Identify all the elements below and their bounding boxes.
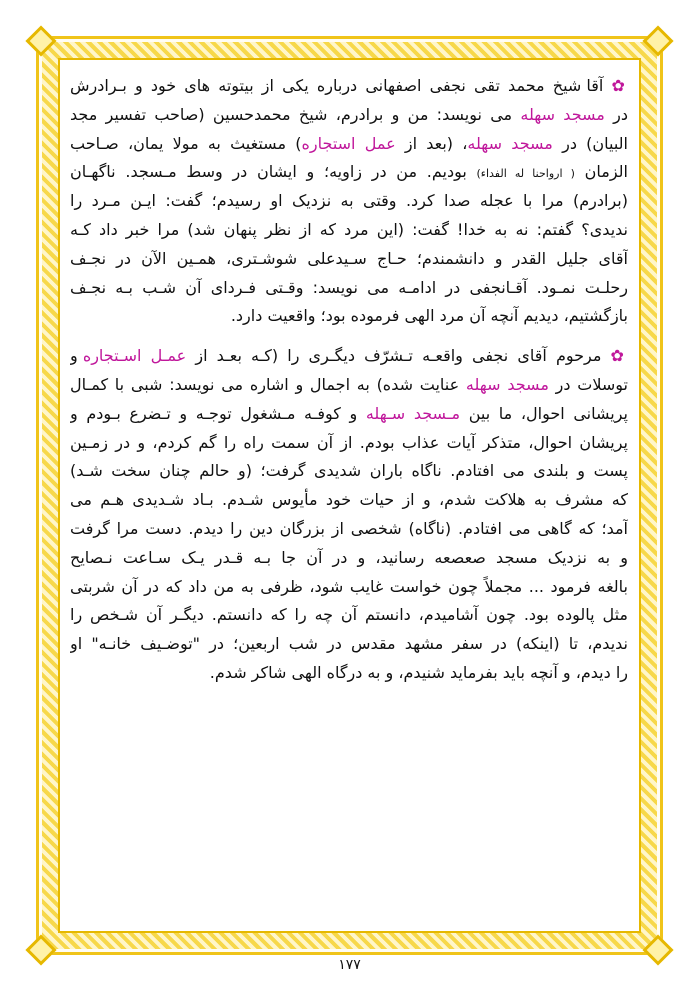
rose-flower-icon: ✿ — [610, 346, 628, 366]
text-segment: و به نزدیک مسجد صعصعه رسانید، و در آن جا بـه قـدر یـک سـاعت نـصایح — [70, 547, 628, 567]
salutation-small: ( ارواحنا له الفداء) — [476, 167, 575, 181]
text-line — [70, 130, 628, 159]
text-line — [70, 400, 628, 429]
highlighted-term: مسجد سهله — [467, 133, 553, 153]
text-line — [70, 302, 628, 331]
text-segment: پریشانی احوال، ما بین — [460, 403, 628, 423]
text-segment: در — [604, 104, 628, 124]
text-line — [70, 342, 628, 371]
document-body — [70, 72, 628, 688]
text-segment: (برادرم) مرا با عجله صدا کرد. وقتی به نزدیک او رسیدم؛ گفت: ایـن مـرد را — [70, 191, 628, 211]
paragraph — [70, 342, 628, 688]
text-line — [70, 486, 628, 515]
text-line — [70, 158, 628, 187]
text-line — [70, 515, 628, 544]
text-segment: پست و بلندی می افتادم. ناگاه باران شدیدی گرفت؛ (و حالم چنان سخت شـد) — [70, 461, 628, 481]
text-line — [70, 274, 628, 303]
highlighted-term: عمل استجاره — [301, 133, 396, 153]
text-segment: که مشرف به هلاکت شدم، و از حیات خود مأیوس شـدم. بـاد شـدیدی هـم می — [70, 490, 628, 510]
text-segment: بودیم. من در زاویه؛ و ایشان در وسط مـسجد. ناگهـان — [70, 162, 477, 182]
text-line — [70, 601, 628, 630]
highlighted-term: مسجد سهله — [465, 374, 549, 394]
text-segment: عنایت شده) به اجمال و اشاره می نویسد: شبی با کمـال — [70, 374, 466, 394]
text-line — [70, 429, 628, 458]
text-segment: بالغه فرمود ... مجملاً چون خواست غایب شود، ظرفی به من داد که در آن شربتی — [70, 576, 628, 596]
text-segment: آقا شیخ محمد تقی نجفی اصفهانی درباره یکی از بیتوته های خود و بـرادرش — [70, 76, 604, 95]
text-line — [70, 573, 628, 602]
text-segment: مرحوم آقای نجفی واقعـه تـشرّف دیگـری را (کـه بعـد از — [186, 346, 602, 366]
text-segment: آمد؛ که گاهی می افتادم. (ناگاه) شخصی از بزرگان دین را دیدم. دست مرا گرفت — [70, 518, 628, 538]
text-segment: می نویسد: من و برادرم، شیخ محمدحسین (صاحب تفسیر مجد — [70, 104, 521, 124]
text-line — [70, 101, 628, 130]
text-segment: رحلـت نمـود. آقـانجفی در ادامـه می نویسد: وقـتی فـردای آن شـب بـه نجـف — [70, 277, 628, 297]
text-segment: پریشان احوال، متذکر آیات عذاب بودم. از آن سمت راه را گم کردم، و در زمـین — [70, 432, 628, 452]
text-segment: توسلات در — [548, 374, 628, 394]
paragraph-gap — [70, 331, 628, 342]
text-segment: ، (بعد از — [395, 133, 468, 153]
text-line — [70, 659, 628, 688]
text-segment: ) مستغیث به مولا یمان، صـاحب — [70, 133, 302, 153]
rose-flower-icon: ✿ — [611, 76, 628, 95]
paragraph — [70, 72, 628, 331]
text-segment: و کوفـه مـشغول توجـه و تـضرع بـودم و — [70, 403, 366, 423]
highlighted-term: مـسجد سـهله — [365, 403, 461, 423]
text-line — [70, 216, 628, 245]
text-segment: آقای جلیل القدر و دانشمندم؛ حـاج سـیدعلی شوشـتری، همـین الآن در نجـف — [70, 248, 628, 268]
page-number: ۱۷۷ — [338, 957, 361, 973]
text-line — [70, 72, 628, 101]
text-line — [70, 187, 628, 216]
text-segment: بازگشتیم، دیدیم آنچه آن مرد الهی فرموده بود؛ واقعیت دارد. — [230, 306, 628, 326]
text-line — [70, 457, 628, 486]
highlighted-term: عمـل اسـتجاره — [82, 346, 187, 366]
text-segment: مثل پالوده بود. چون آشامیدم، دانستم آن چه را که دانستم. دیگـر آن شـخص را — [70, 605, 628, 625]
text-line — [70, 371, 628, 400]
text-segment: ندیدی؟ گفتم: نه به خدا! گفت: (این مرد که از نظر پنهان شد) مرا خبر داد کـه — [70, 219, 628, 239]
text-line — [70, 544, 628, 573]
text-line — [70, 245, 628, 274]
text-segment: را دیدم، و آنچه باید بفرماید شنیدم، و به درگاه الهی شاکر شدم. — [209, 662, 628, 682]
text-segment: البیان) در — [552, 133, 628, 153]
text-segment: ندیدم، تا (اینکه) در سفر مشهد مقدس در شب اربعین؛ در "توضـیف خانـه" او — [70, 634, 628, 654]
text-line — [70, 630, 628, 659]
text-segment: و — [70, 346, 83, 366]
highlighted-term: مسجد سهله — [520, 104, 605, 124]
text-segment: الزمان — [574, 162, 628, 182]
